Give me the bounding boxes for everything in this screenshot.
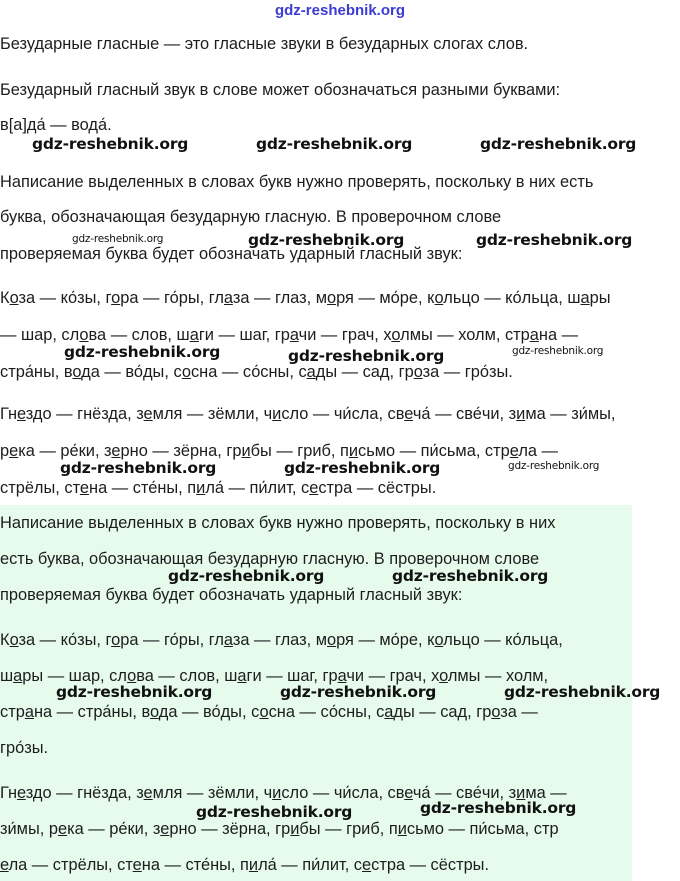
task-line-1: Написание выделенных в словах букв нужно проверять, поскольку в них есть [0, 173, 594, 191]
checked-letter: а [189, 326, 199, 344]
answer-group1-line-3 [0, 702, 680, 722]
text-segment: р [0, 442, 10, 460]
checked-letter: о [111, 631, 121, 649]
text-segment: льцо — ко́льца, ш [443, 289, 581, 307]
text-segment: — шар, сл [0, 326, 80, 344]
checked-letter: о [150, 703, 159, 721]
text-segment: ш [0, 667, 14, 685]
group2-line-2 [0, 441, 680, 461]
checked-letter: а [223, 289, 233, 307]
checked-letter: е [57, 820, 68, 838]
checked-letter: е [9, 442, 19, 460]
text-segment: ды — сад, гр [315, 363, 414, 381]
checked-letter: а [580, 289, 590, 307]
text-segment: Гн [0, 405, 18, 423]
text-segment: гро́зы. [0, 739, 49, 757]
letters-intro-text: Безударный гласный звук в слове может обозначаться разными буквами: [0, 81, 561, 99]
watermark-label: gdz-reshebnik.org [420, 799, 577, 817]
definition-text: Безударные гласные — это гласные звуки в безударных слогах слов. [0, 35, 529, 53]
checked-letter: о [391, 326, 401, 344]
checked-letter: е [143, 784, 153, 802]
checked-letter: и [248, 856, 259, 874]
text-segment: сло — чи́сла, св [281, 784, 405, 802]
text-segment: сьмо — пи́сьма, стр [406, 820, 559, 838]
answer-group2-line-3 [0, 855, 680, 875]
text-segment: ла́ — пи́лит, с [205, 479, 310, 497]
watermark-label: gdz-reshebnik.org [56, 683, 213, 701]
text-segment: ла — стрёлы, ст [8, 856, 133, 874]
checked-letter: о [326, 289, 337, 307]
checked-letter: а [337, 667, 347, 685]
text-segment: за — глаз, м [232, 631, 327, 649]
checked-letter: о [127, 667, 137, 685]
text-segment: на — стра́ны, в [33, 703, 151, 721]
text-segment: ла́ — пи́лит, с [258, 856, 362, 874]
watermark-label: gdz-reshebnik.org [504, 683, 661, 701]
text-segment: бы — гриб, п [299, 820, 398, 838]
text-segment: ры [589, 289, 611, 307]
task-line-3: проверяемая буква будет обозначать ударный гласный звук: [0, 245, 463, 263]
text-segment: стр [0, 703, 25, 721]
watermark-label: gdz-reshebnik.org [248, 231, 405, 249]
checked-letter: а [24, 703, 34, 721]
text-segment: сна — со́сны, с [190, 363, 307, 381]
text-segment: стра — сёстры. [318, 479, 437, 497]
text-segment: сна — со́сны, с [268, 703, 385, 721]
checked-letter: е [309, 479, 319, 497]
text-segment: здо — гнёзда, з [25, 784, 144, 802]
text-segment: ка — ре́ки, з [67, 820, 161, 838]
text-segment: мля — зёмли, ч [152, 784, 273, 802]
checked-letter: о [9, 631, 19, 649]
watermark-label: gdz-reshebnik.org [508, 460, 600, 472]
text-segment: на — [538, 326, 579, 344]
watermark-label: gdz-reshebnik.org [288, 347, 445, 365]
checked-letter: а [384, 703, 394, 721]
checked-letter: и [516, 784, 526, 802]
checked-letter: и [241, 442, 251, 460]
answer-task-line-1: Написание выделенных в словах букв нужно проверять, поскольку в них [0, 514, 556, 532]
top-watermark: gdz-reshebnik.org [274, 2, 405, 19]
watermark-label: gdz-reshebnik.org [280, 683, 437, 701]
example-stressed: а́ [36, 116, 46, 134]
text-segment: лмы — холм, [447, 667, 549, 685]
text-segment: стра́ны, в [0, 363, 73, 381]
text-segment: К [0, 631, 10, 649]
text-segment: ва — слов, ш [136, 667, 238, 685]
checked-letter: о [439, 667, 448, 685]
checked-letter: е [404, 405, 413, 423]
checked-letter: и [290, 820, 300, 838]
answer-group2-line-2 [0, 819, 680, 839]
answer-task-line-3: проверяемая буква будет обозначать ударный гласный звук: [0, 586, 463, 604]
text-segment: на — сте́ны, п [89, 479, 197, 497]
answer-group1-line-1 [0, 630, 680, 650]
checked-letter: о [434, 631, 444, 649]
text-segment: чи — грач, х [298, 326, 392, 344]
checked-letter: е [143, 405, 153, 423]
checked-letter: а [306, 363, 316, 381]
watermark-label: gdz-reshebnik.org [60, 459, 217, 477]
watermark-label: gdz-reshebnik.org [480, 135, 637, 153]
text-segment: ма — зи́мы, [525, 405, 616, 423]
checked-letter: и [196, 479, 206, 497]
watermark-label: gdz-reshebnik.org [284, 459, 441, 477]
answer-task-line-2: есть буква, обозначающая безударную гласную. В проверочном слове [0, 550, 540, 568]
text-segment: К [0, 289, 10, 307]
group1-line-2 [0, 325, 680, 345]
checked-letter: а [13, 667, 23, 685]
text-segment: ла — [518, 442, 558, 460]
text-segment: сьмо — пи́сьма, стр [358, 442, 510, 460]
text-segment: бы — гриб, п [250, 442, 349, 460]
text-segment: льцо — ко́льца, [443, 631, 563, 649]
checked-letter: е [17, 405, 26, 423]
checked-letter: е [509, 442, 519, 460]
checked-letter: о [413, 363, 423, 381]
checked-letter: о [491, 703, 501, 721]
checked-letter: о [434, 289, 444, 307]
watermark-label: gdz-reshebnik.org [392, 567, 549, 585]
text-segment: за — ко́зы, г [18, 631, 112, 649]
checked-letter: е [111, 442, 121, 460]
watermark-label: gdz-reshebnik.org [72, 233, 164, 245]
watermark-label: gdz-reshebnik.org [476, 231, 633, 249]
text-segment: ча́ — све́чи, з [412, 784, 517, 802]
example-line [0, 115, 680, 135]
checked-letter: а [529, 326, 539, 344]
text-segment: за — ко́зы, г [18, 289, 112, 307]
example-post: — вода́. [45, 116, 112, 134]
text-segment: ры — шар, сл [22, 667, 128, 685]
text-segment: за — глаз, м [232, 289, 327, 307]
text-segment: мля — зёмли, ч [152, 405, 273, 423]
checked-letter: и [272, 784, 282, 802]
checked-letter: е [362, 856, 372, 874]
text-segment: ги — шаг, гр [198, 326, 290, 344]
text-segment: ча́ — све́чи, з [412, 405, 517, 423]
example-pre: в[а]д [0, 116, 37, 134]
checked-letter: и [348, 442, 359, 460]
text-segment: ря — мо́ре, к [336, 289, 435, 307]
text-segment: Гн [0, 784, 18, 802]
checked-letter: е [79, 479, 90, 497]
checked-letter: и [516, 405, 526, 423]
checked-letter: о [9, 289, 19, 307]
text-segment: да — во́ды, с [81, 363, 182, 381]
checked-letter: а [289, 326, 299, 344]
checked-letter: и [272, 405, 282, 423]
checked-letter: е [132, 856, 142, 874]
group2-line-1 [0, 404, 680, 424]
checked-letter: о [79, 326, 89, 344]
group1-line-3 [0, 362, 680, 382]
checked-letter: е [160, 820, 170, 838]
text-segment: стра — сёстры. [371, 856, 490, 874]
text-segment: ка — ре́ки, з [18, 442, 112, 460]
text-segment: рно — зёрна, гр [120, 442, 242, 460]
answer-group2-line-1 [0, 783, 680, 803]
text-segment: стрёлы, ст [0, 479, 80, 497]
checked-letter: о [181, 363, 191, 381]
checked-letter: а [237, 667, 247, 685]
checked-letter: о [326, 631, 337, 649]
text-segment: за — гро́зы. [422, 363, 513, 381]
text-segment: ра — го́ры, гл [120, 289, 224, 307]
task-line-2: буква, обозначающая безударную гласную. В проверочном слове [0, 208, 502, 226]
checked-letter: е [17, 784, 26, 802]
watermark-label: gdz-reshebnik.org [32, 135, 189, 153]
text-segment: лмы — холм, стр [400, 326, 530, 344]
text-segment: ги — шаг, гр [246, 667, 338, 685]
watermark-label: gdz-reshebnik.org [64, 343, 221, 361]
text-segment: за — [500, 703, 538, 721]
answer-group1-line-4 [0, 738, 680, 758]
group1-line-1 [0, 288, 680, 308]
text-segment: зи́мы, р [0, 820, 58, 838]
text-segment: ва — слов, ш [88, 326, 190, 344]
text-segment: здо — гнёзда, з [25, 405, 144, 423]
text-segment: ды — сад, гр [393, 703, 492, 721]
checked-letter: о [111, 289, 121, 307]
checked-letter: е [0, 856, 9, 874]
checked-letter: а [223, 631, 233, 649]
checked-letter: о [259, 703, 269, 721]
group2-line-3 [0, 478, 680, 498]
text-segment: ря — мо́ре, к [336, 631, 435, 649]
watermark-label: gdz-reshebnik.org [512, 345, 604, 357]
text-segment: чи — грач, х [346, 667, 440, 685]
checked-letter: и [397, 820, 407, 838]
watermark-label: gdz-reshebnik.org [196, 803, 353, 821]
text-segment: ма — [525, 784, 567, 802]
watermark-label: gdz-reshebnik.org [256, 135, 413, 153]
watermark-label: gdz-reshebnik.org [168, 567, 325, 585]
text-segment: да — во́ды, с [158, 703, 260, 721]
text-segment: на — сте́ны, п [141, 856, 249, 874]
text-segment: сло — чи́сла, св [281, 405, 405, 423]
text-segment: ра — го́ры, гл [120, 631, 224, 649]
checked-letter: о [72, 363, 82, 381]
checked-letter: е [404, 784, 413, 802]
text-segment: рно — зёрна, гр [169, 820, 291, 838]
